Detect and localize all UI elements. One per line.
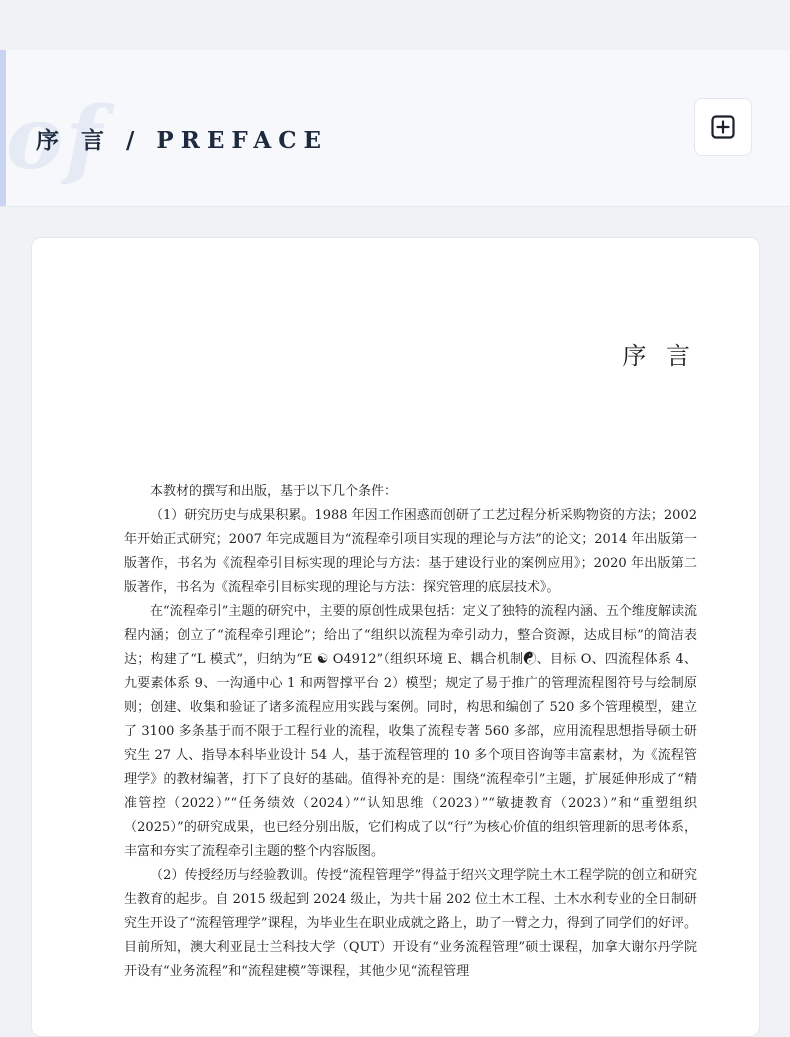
paragraph: 本教材的撰写和出版，基于以下几个条件： [150,484,398,499]
plus-square-icon [710,114,736,140]
add-button[interactable] [694,98,752,156]
page-header [0,50,790,207]
top-bar [0,0,790,50]
document-body [124,480,697,984]
paragraph: （1）研究历史与成果积累。1988 年因工作困惑而创研了工艺过程分析采购物资的方法；2002 年开始正式研究；2007 年完成题目为“流程牵引项目实现的理论与方法”的论文；2014 年出版第一版著作，书名为《流程牵引目标实现的理论与方法：基于建设行业的案例应用》；2020 年出版第二版著作，书名为《流程牵引目标实现的理论与方法：探究管理的底层技术》。 [124,508,697,595]
document-title: 序 言 [622,342,696,370]
page-title: 序 言 / PREFACE [36,127,329,154]
paragraph: 在“流程牵引”主题的研究中，主要的原创性成果包括：定义了独特的流程内涵、五个维度解读流程内涵；创立了“流程牵引理论”；给出了“组织以流程为牵引动力，整合资源，达成目标”的简洁表达；构建了“L 模式”，归纳为“E ☯ O4912”（组织环境 E、耦合机制☯、目标 O、四流程体系 4、九要素体系 9、一沟通中心 1 和两智撑平台 2）模型；规定了易于推广的管理流程图符号与绘制原则；创建、收集和验证了诸多流程应用实践与案例。同时，构思和编创了 520 多个管理模型，建立了 3100 多条基于而不限于工程行业的流程，收集了流程专著 560 多部，应用流程思想指导硕士研究生 27 人、指导本科毕业设计 54 人，基于流程管理的 10 多个项目咨询等丰富素材，为《流程管理学》的教材编著，打下了良好的基础。值得补充的是：围绕“流程牵引”主题，扩展延伸形成了“精准管控（2022）”“任务绩效（2024）”“认知思维（2023）”“敏捷教育（2023）”和“重塑组织（2025）”的研究成果，也已经分别出版，它们构成了以“行”为核心价值的组织管理新的思考体系，丰富和夯实了流程牵引主题的整个内容版图。 [124,604,697,859]
paragraph: （2）传授经历与经验教训。传授“流程管理学”得益于绍兴文理学院土木工程学院的创立和研究生教育的起步。自 2015 级起到 2024 级止，为共十届 202 位土木工程、土木水利专业的全日制研究生开设了“流程管理学”课程，为毕业生在职业成就之路上，助了一臂之力，得到了同学们的好评。目前所知，澳大利亚昆士兰科技大学（QUT）开设有“业务流程管理”硕士课程，加拿大谢尔丹学院开设有“业务流程”和“流程建模”等课程，其他少见“流程管理 [124,868,697,979]
document-card [31,237,760,1037]
header-watermark: of [6,88,105,189]
